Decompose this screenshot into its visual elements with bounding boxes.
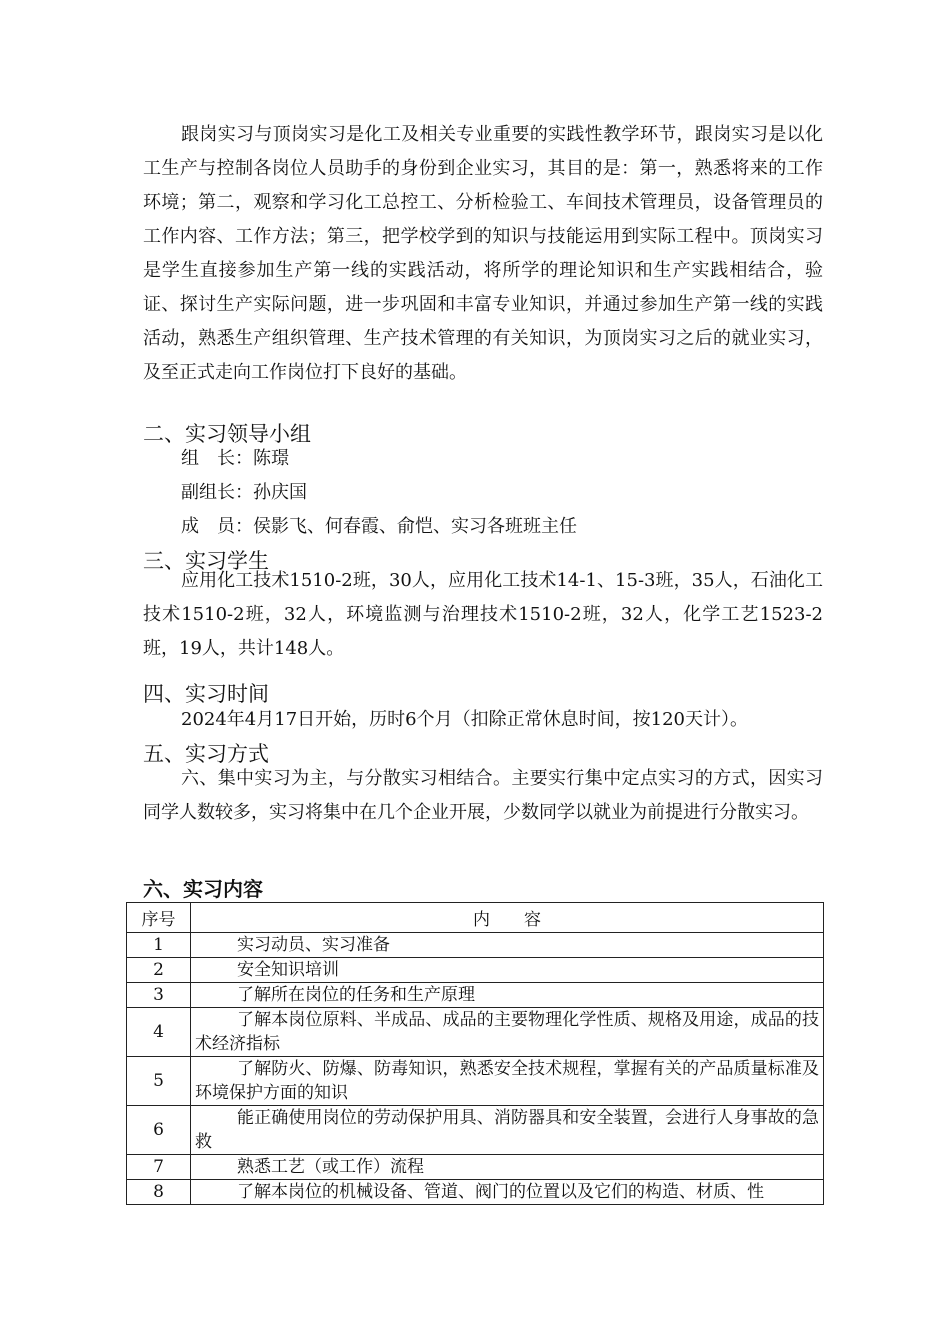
table-header-row: [127, 903, 824, 933]
row-content: 安全知识培训: [191, 958, 824, 983]
vice-leader-line: 副组长：孙庆国: [181, 482, 307, 503]
row-num: 1: [127, 933, 191, 958]
row-content: 了解所在岗位的任务和生产原理: [191, 983, 824, 1008]
row-content: 能正确使用岗位的劳动保护用具、消防器具和安全装置，会进行人身事故的急救: [191, 1106, 824, 1155]
table-row: [127, 983, 824, 1008]
section3-heading: 三、实习学生: [143, 549, 269, 573]
row-num: 3: [127, 983, 191, 1008]
header-num: 序号: [127, 903, 191, 933]
table-row: [127, 1057, 824, 1106]
row-num: 8: [127, 1180, 191, 1205]
table-row: [127, 1180, 824, 1205]
method-paragraph: 六、集中实习为主，与分散实习相结合。主要实行集中定点实习的方式，因实习同学人数较多，实习将集中在几个企业开展，少数同学以就业为前提进行分散实习。: [143, 768, 823, 823]
row-num: 2: [127, 958, 191, 983]
content-table: [126, 902, 824, 1205]
table-row: [127, 1008, 824, 1057]
row-num: 5: [127, 1057, 191, 1106]
row-content: 了解本岗位原料、半成品、成品的主要物理化学性质、规格及用途，成品的技术经济指标: [191, 1008, 824, 1057]
row-num: 6: [127, 1106, 191, 1155]
row-content: 了解防火、防爆、防毒知识，熟悉安全技术规程，掌握有关的产品质量标准及环境保护方面的知识: [191, 1057, 824, 1106]
leader-line: 组 长：陈璟: [181, 448, 289, 469]
section2-heading: 二、实习领导小组: [143, 422, 311, 446]
table-row: [127, 1155, 824, 1180]
members-line: 成 员：侯影飞、何春霞、俞恺、实习各班班主任: [181, 516, 577, 537]
row-num: 7: [127, 1155, 191, 1180]
time-paragraph: 2024年4月17日开始，历时6个月（扣除正常休息时间，按120天计）。: [181, 709, 748, 730]
row-content: 了解本岗位的机械设备、管道、阀门的位置以及它们的构造、材质、性: [191, 1180, 824, 1205]
row-content: 熟悉工艺（或工作）流程: [191, 1155, 824, 1180]
students-paragraph: 应用化工技术1510-2班，30人，应用化工技术14-1、15-3班，35人，石油化工技术1510-2班，32人，环境监测与治理技术1510-2班，32人，化学工艺1523-2班，19人，共计148人。: [143, 570, 823, 659]
section5-heading: 五、实习方式: [143, 742, 269, 766]
row-content: 实习动员、实习准备: [191, 933, 824, 958]
row-num: 4: [127, 1008, 191, 1057]
table-row: [127, 1106, 824, 1155]
intro-paragraph: 跟岗实习与顶岗实习是化工及相关专业重要的实践性教学环节，跟岗实习是以化工生产与控制各岗位人员助手的身份到企业实习，其目的是：第一，熟悉将来的工作环境；第二，观察和学习化工总控工、分析检验工、车间技术管理员，设备管理员的工作内容、工作方法；第三，把学校学到的知识与技能运用到实际工程中。顶岗实习是学生直接参加生产第一线的实践活动，将所学的理论知识和生产实践相结合，验证、探讨生产实际问题，进一步巩固和丰富专业知识，并通过参加生产第一线的实践活动，熟悉生产组织管理、生产技术管理的有关知识，为顶岗实习之后的就业实习，及至正式走向工作岗位打下良好的基础。: [143, 124, 823, 383]
section6-heading: 六、实习内容: [143, 877, 263, 901]
header-content: 内 容: [191, 903, 824, 933]
section4-heading: 四、实习时间: [143, 682, 269, 706]
table-row: [127, 933, 824, 958]
table-row: [127, 958, 824, 983]
